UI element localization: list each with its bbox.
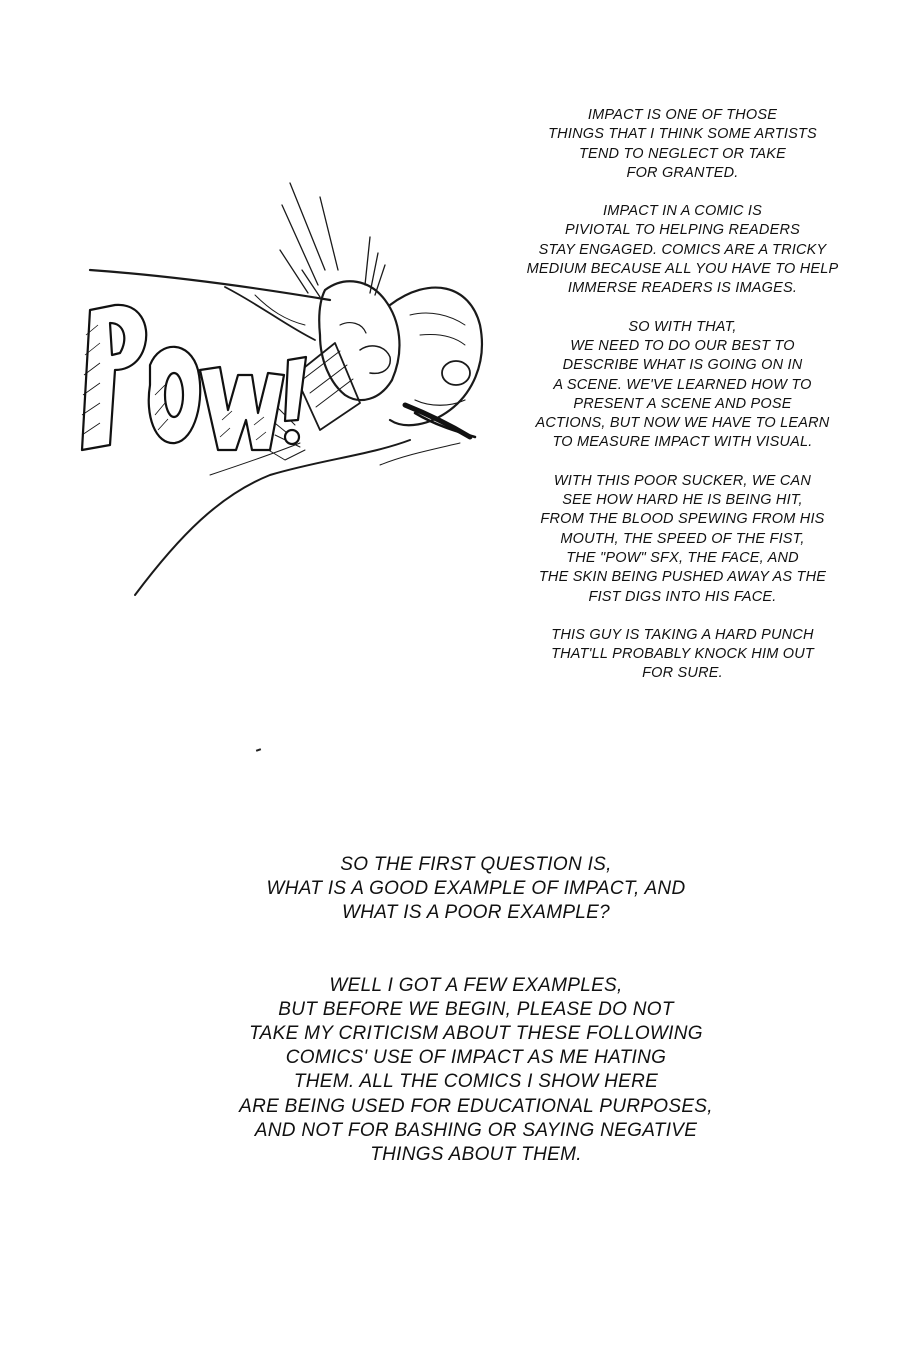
body-outline bbox=[135, 440, 410, 595]
stray-ink-mark bbox=[256, 748, 261, 752]
pow-sfx bbox=[82, 305, 306, 450]
speed-lines bbox=[280, 183, 385, 297]
letter-exclaim bbox=[285, 357, 306, 421]
side-paragraph-5: THIS GUY IS TAKING A HARD PUNCH THAT'LL PROBABLY KNOCK HIM OUT FOR SURE. bbox=[551, 626, 814, 682]
eye bbox=[442, 361, 470, 385]
side-paragraph-4: WITH THIS POOR SUCKER, WE CAN SEE HOW HARD HE IS BEING HIT, FROM THE BLOOD SPEWING FROM HIS MOUTH, THE SPEED OF THE FIST, THE "POW" SFX, THE FACE, AND THE SKIN BEING PUSHED AWAY AS THE FIST DIGS INTO HIS FACE. bbox=[538, 472, 827, 605]
sfx-label: POW! bbox=[70, 175, 73, 176]
bottom-paragraph-2: WELL I GOT A FEW EXAMPLES, BUT BEFORE WE BEGIN, PLEASE DO NOT TAKE MY CRITICISM ABOUT THESE FOLLOWING COMICS' USE OF IMPACT AS ME HATING THEM. ALL THE COMICS I SHOW HERE ARE BEING USED FOR EDUCATIONAL PURPOSES, AND NOT FOR BASHING OR SAYING NEGATIVE THINGS ABOUT THEM. bbox=[239, 974, 713, 1166]
bottom-commentary bbox=[120, 853, 832, 1215]
side-paragraph-2: IMPACT IN A COMIC IS PIVIOTAL TO HELPING READERS STAY ENGAGED. COMICS ARE A TRICKY MEDIUM BECAUSE ALL YOU HAVE TO HELP IMMERSE READERS IS IMAGES. bbox=[526, 203, 839, 297]
side-paragraph-1: IMPACT IS ONE OF THOSE THINGS THAT I THINK SOME ARTISTS TEND TO NEGLECT OR TAKE FOR GRANTED. bbox=[548, 107, 817, 181]
wrist-cuff bbox=[295, 343, 360, 430]
side-paragraph-3: SO WITH THAT, WE NEED TO DO OUR BEST TO DESCRIBE WHAT IS GOING ON IN A SCENE. WE'VE LEARNED HOW TO PRESENT A SCENE AND POSE ACTIONS, BUT NOW WE HAVE TO LEARN TO MEASURE IMPACT WITH VISUAL. bbox=[535, 318, 830, 451]
fist bbox=[319, 281, 399, 400]
arm-upper-line bbox=[90, 270, 330, 300]
letter-w bbox=[200, 367, 284, 450]
punch-illustration bbox=[70, 175, 520, 615]
side-commentary bbox=[510, 106, 855, 703]
punch-drawing bbox=[70, 175, 520, 615]
bottom-paragraph-1: SO THE FIRST QUESTION IS, WHAT IS A GOOD EXAMPLE OF IMPACT, AND WHAT IS A POOR EXAMPLE? bbox=[266, 854, 686, 924]
